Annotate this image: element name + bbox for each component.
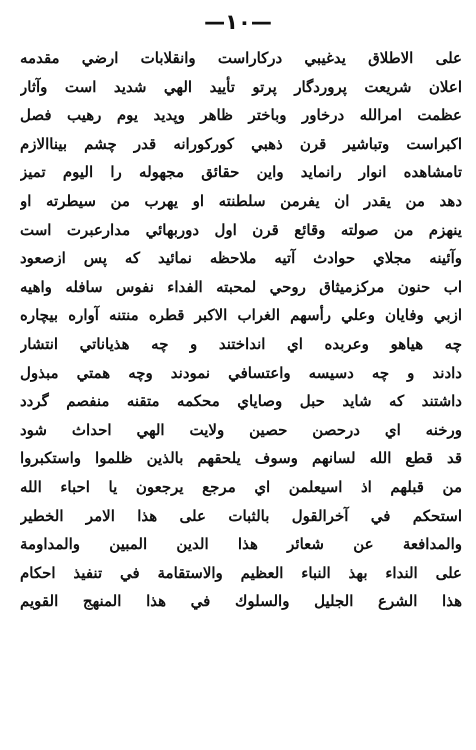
text-line: تامشاهده انوار رانمايد واين حقائق مجهوله را اليوم تميز [20,163,462,182]
text-line: هذا الشرع الجليل والسلوك في هذا المنهج القويم [20,592,462,611]
text-line: على النداء بهذ النباء العظيم والاستقامة في تنفيذ احكام [20,563,462,582]
text-line: دادند و چه دسيسه واعتسافي نمودند وچه همتي مبذول [20,363,462,382]
text-line: والمدافعة عن شعائر هذا الدين المبين والمداومة [20,535,462,554]
text-line: ازبي وفايان وعلي رأسهم الغراب الاكبر قطره منتنه آواره بيچاره [20,306,462,325]
page-number: —١٠— [204,10,272,34]
text-line: چه هياهو وعربده اي انداختند و چه هذياناتي انتشار [20,334,462,353]
text-line: عظمت امرالله درخاور وباختر ظاهر وپديد يوم رهيب فصل [20,106,462,125]
text-line: ينهزم من صولته وقائع قرن اول دوربهائي مدارعبرت است [20,220,462,239]
text-line: قد قطع الله لسانهم وسوف يلحقهم بالذين ظلموا واستكبروا [20,449,462,468]
text-line: اعلان شريعت پروردگار پرتو تأييد الهي شديد است وآثار [20,77,462,96]
text-line: اب حنون مركزميثاق روحي لمحبته الفداء نفوس سافله واهيه [20,277,462,296]
text-line: من قبلهم اذ اسيعلمن اي مرجع يرجعون يا احباء الله [20,477,462,496]
text-line: اكبراست وتباشير قرن ذهبي كوركورانه قدر چشم بيناالازم [20,134,462,153]
text-line: استحكم في آخرالقول بالثبات على هذا الامر الخطير [20,506,462,525]
text-line: على الاطلاق يدغيبي دركاراست وانقلابات ارضي مقدمه [20,49,462,67]
text-line: ورخنه اي درحصن حصين ولايت الهي احداث شود [20,420,462,439]
text-line: داشتند كه شايد حبل وصاياي محكمه متقنه منفصم گردد [20,392,462,411]
body-text [20,44,462,616]
text-line: دهد من يقدر ان يفرمن سلطنته او يهرب من سيطرته او [20,191,462,210]
text-line: وآئينه مجلاي حوادث آتيه ملاحظه نمائيد كه پس ازصعود [20,249,462,268]
